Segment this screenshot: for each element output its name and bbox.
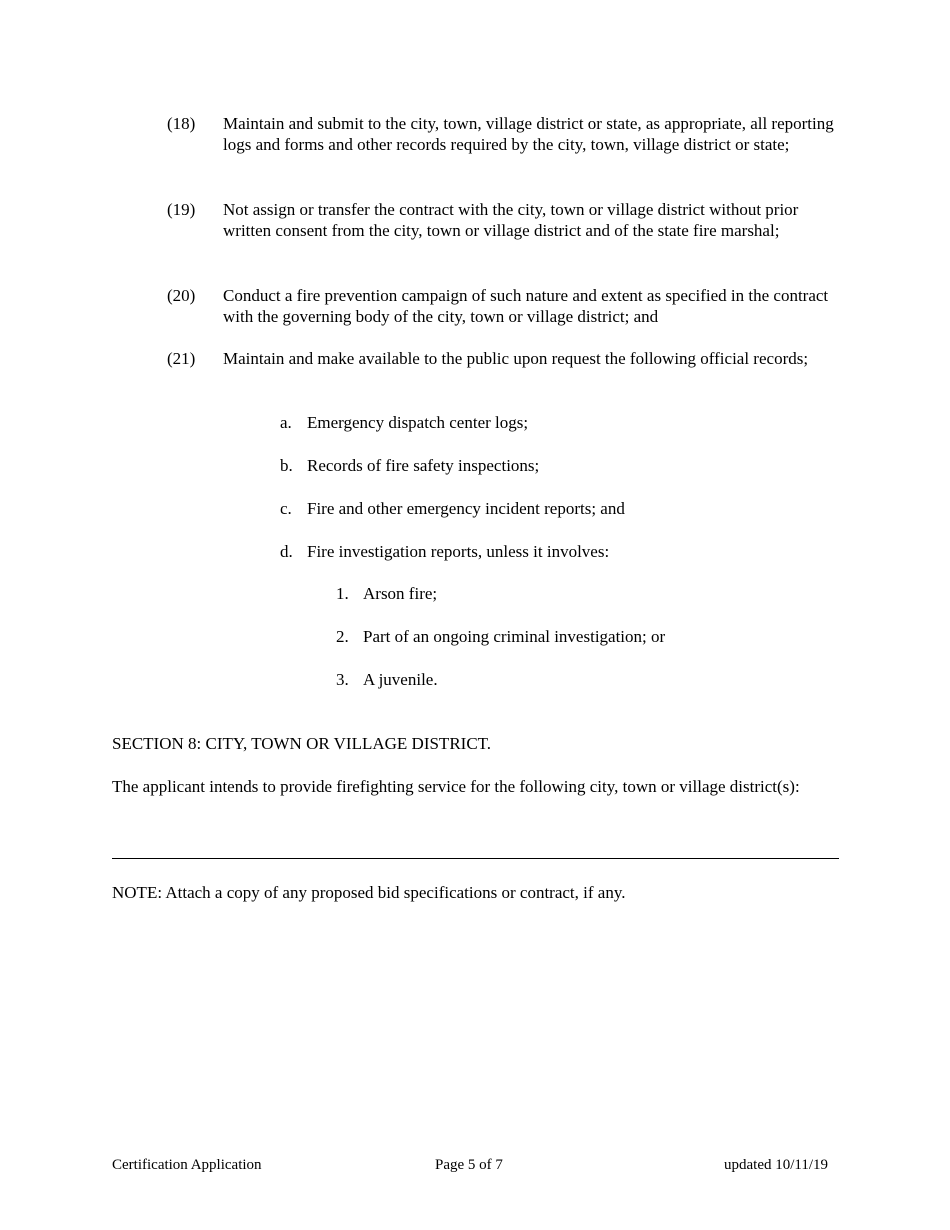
city-district-underline xyxy=(112,858,839,859)
sub-item-text: Records of fire safety inspections; xyxy=(307,456,540,475)
sub-item-d xyxy=(280,541,609,562)
list-item-20 xyxy=(167,285,837,327)
item-number: (20) xyxy=(167,286,196,305)
city-district-field[interactable] xyxy=(112,836,812,857)
footer-updated-date: updated 10/11/19 xyxy=(724,1157,829,1173)
sub-item-text: Fire investigation reports, unless it involves: xyxy=(307,542,610,561)
item-text: Maintain and submit to the city, town, village district or state, as appropriate, all reporting logs and forms and other records required by the city, town, village district or state; xyxy=(223,114,834,154)
item-number: (21) xyxy=(167,349,196,368)
sub-item-label: c. xyxy=(280,499,292,518)
exception-item-2 xyxy=(336,626,665,647)
footer-title: Certification Application xyxy=(112,1157,262,1173)
sub-item-label: b. xyxy=(280,456,293,475)
exception-label: 3. xyxy=(336,670,349,689)
section-8-heading: SECTION 8: CITY, TOWN OR VILLAGE DISTRICT. xyxy=(112,734,492,753)
exception-item-3 xyxy=(336,669,438,690)
sub-item-text: Emergency dispatch center logs; xyxy=(307,413,529,432)
list-item-19 xyxy=(167,199,837,241)
exception-item-1 xyxy=(336,583,437,604)
sub-item-label: d. xyxy=(280,542,293,561)
exception-text: A juvenile. xyxy=(363,670,438,689)
section-8-intro: The applicant intends to provide firefighting service for the following city, town or village district(s): xyxy=(112,777,800,796)
item-text: Maintain and make available to the public upon request the following official records; xyxy=(223,349,809,368)
footer-page-number: Page 5 of 7 xyxy=(435,1157,503,1173)
exception-label: 1. xyxy=(336,584,349,603)
sub-item-text: Fire and other emergency incident reports; and xyxy=(307,499,625,518)
sub-item-label: a. xyxy=(280,413,292,432)
exception-text: Arson fire; xyxy=(363,584,438,603)
item-number: (19) xyxy=(167,200,196,219)
sub-item-c xyxy=(280,498,625,519)
list-item-18 xyxy=(167,113,837,155)
exception-label: 2. xyxy=(336,627,349,646)
list-item-21 xyxy=(167,348,837,369)
item-text: Not assign or transfer the contract with the city, town or village district without prior written consent from the city, town or village district and of the state fire marshal; xyxy=(223,200,799,240)
note-text: NOTE: Attach a copy of any proposed bid specifications or contract, if any. xyxy=(112,883,626,902)
sub-item-b xyxy=(280,455,539,476)
item-text: Conduct a fire prevention campaign of such nature and extent as specified in the contract with the governing body of the city, town or village district; and xyxy=(223,286,829,326)
exception-text: Part of an ongoing criminal investigation; or xyxy=(363,627,666,646)
item-number: (18) xyxy=(167,114,196,133)
sub-item-a xyxy=(280,412,528,433)
